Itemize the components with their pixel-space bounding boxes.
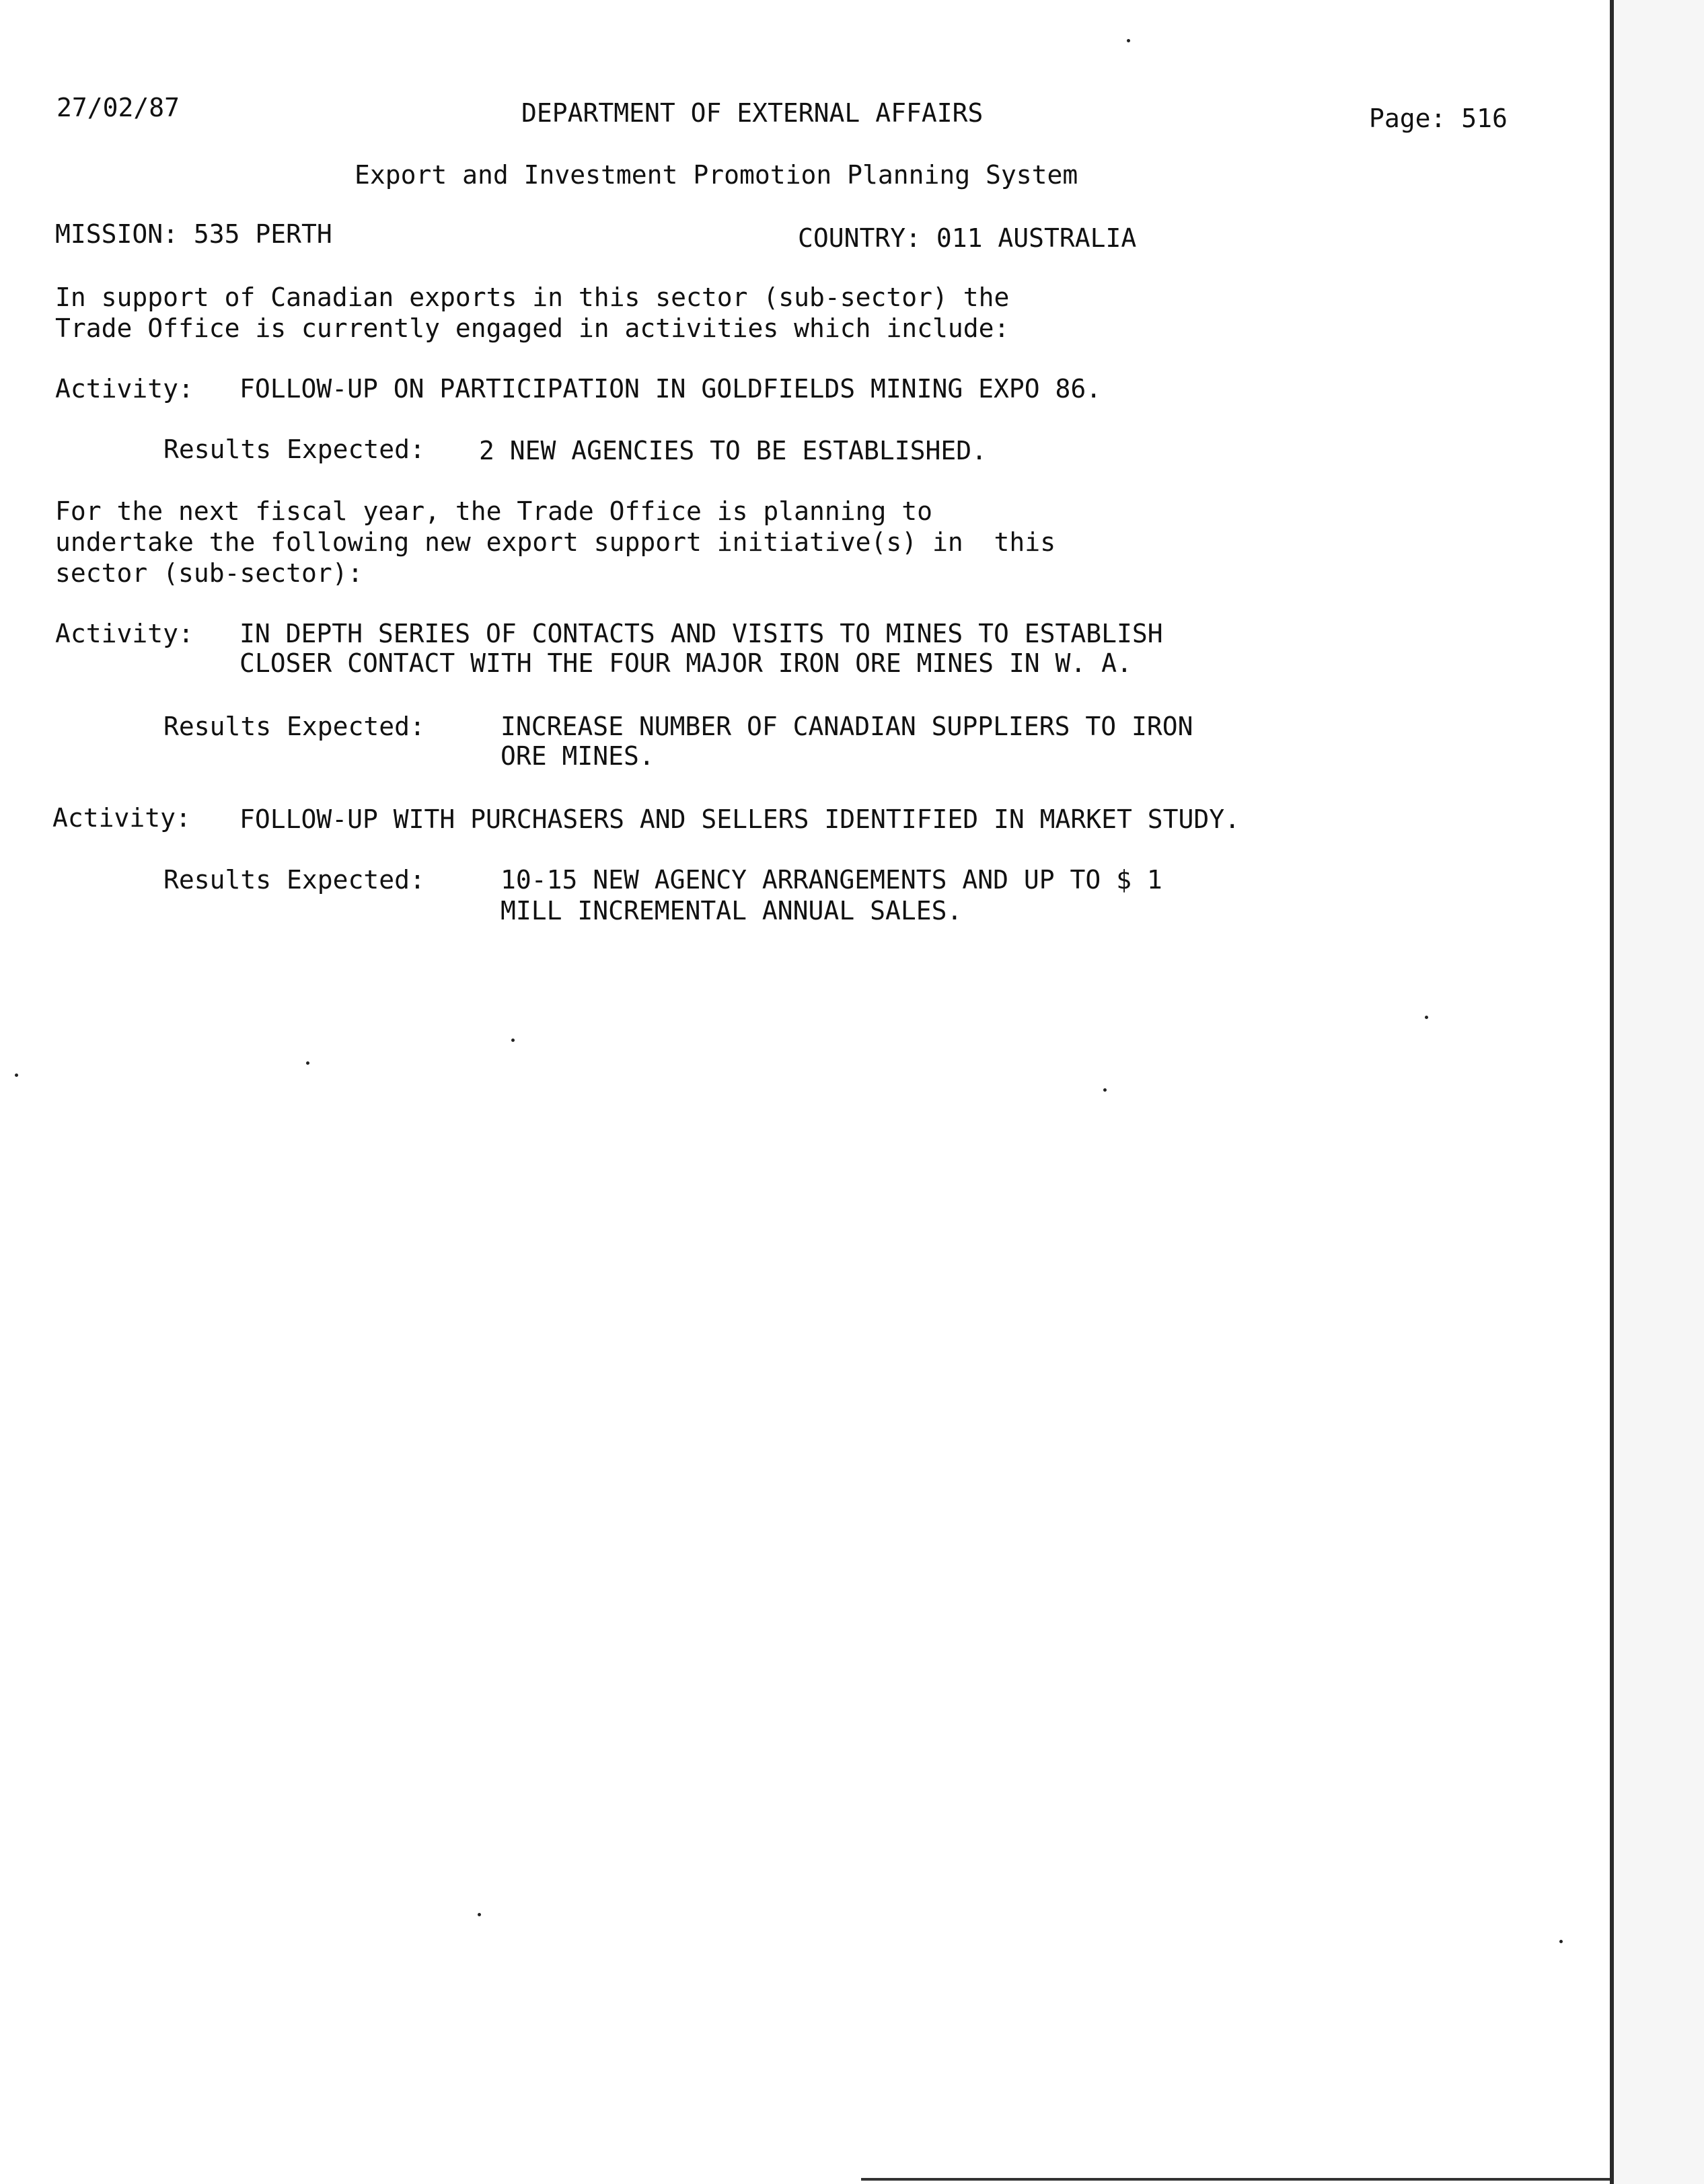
scan-speck	[1559, 1940, 1563, 1943]
country-field: COUNTRY: 011 AUSTRALIA	[798, 223, 1137, 253]
planned-results-2-label: Results Expected:	[163, 865, 425, 895]
planned-results-2-line-2: MILL INCREMENTAL ANNUAL SALES.	[501, 896, 963, 926]
planned-activity-1-line-1: IN DEPTH SERIES OF CONTACTS AND VISITS TO MINES TO ESTABLISH	[239, 619, 1163, 648]
planned-activity-2-label: Activity:	[52, 803, 191, 833]
planned-activity-1-label: Activity:	[55, 619, 194, 648]
scan-margin-shadow	[1614, 0, 1704, 2184]
intro-line-2: Trade Office is currently engaged in activities which include:	[55, 313, 1010, 343]
scan-speck	[1103, 1088, 1107, 1092]
next-year-line-1: For the next fiscal year, the Trade Office is planning to	[55, 496, 933, 526]
scan-speck	[511, 1039, 515, 1042]
current-results-label: Results Expected:	[163, 435, 425, 464]
current-activity-label: Activity:	[55, 374, 194, 404]
report-date: 27/02/87	[57, 93, 180, 122]
scan-speck	[478, 1913, 481, 1916]
current-results-text: 2 NEW AGENCIES TO BE ESTABLISHED.	[479, 436, 987, 465]
scan-speck	[1127, 39, 1130, 42]
system-title: Export and Investment Promotion Planning System	[355, 160, 1078, 190]
department-heading: DEPARTMENT OF EXTERNAL AFFAIRS	[521, 98, 984, 128]
scan-speck	[1425, 1016, 1428, 1019]
scan-page-edge	[1610, 0, 1614, 2184]
planned-results-2-line-1: 10-15 NEW AGENCY ARRANGEMENTS AND UP TO $ 1	[501, 865, 1162, 895]
intro-line-1: In support of Canadian exports in this sector (sub-sector) the	[55, 283, 1010, 312]
scan-bottom-edge	[861, 2178, 1610, 2181]
planned-activity-2-line-1: FOLLOW-UP WITH PURCHASERS AND SELLERS IDENTIFIED IN MARKET STUDY.	[239, 804, 1240, 834]
page-number: Page: 516	[1369, 104, 1508, 133]
current-activity-text: FOLLOW-UP ON PARTICIPATION IN GOLDFIELDS MINING EXPO 86.	[239, 374, 1102, 404]
planned-results-1-label: Results Expected:	[163, 712, 425, 741]
next-year-line-3: sector (sub-sector):	[55, 558, 363, 588]
scan-speck	[15, 1074, 18, 1077]
planned-activity-1-line-2: CLOSER CONTACT WITH THE FOUR MAJOR IRON ORE MINES IN W. A.	[239, 648, 1132, 678]
planned-results-1-line-2: ORE MINES.	[501, 741, 655, 771]
scan-speck	[306, 1061, 309, 1065]
planned-results-1-line-1: INCREASE NUMBER OF CANADIAN SUPPLIERS TO IRON	[501, 712, 1193, 741]
mission-field: MISSION: 535 PERTH	[55, 219, 332, 249]
next-year-line-2: undertake the following new export support initiative(s) in this	[55, 527, 1056, 557]
